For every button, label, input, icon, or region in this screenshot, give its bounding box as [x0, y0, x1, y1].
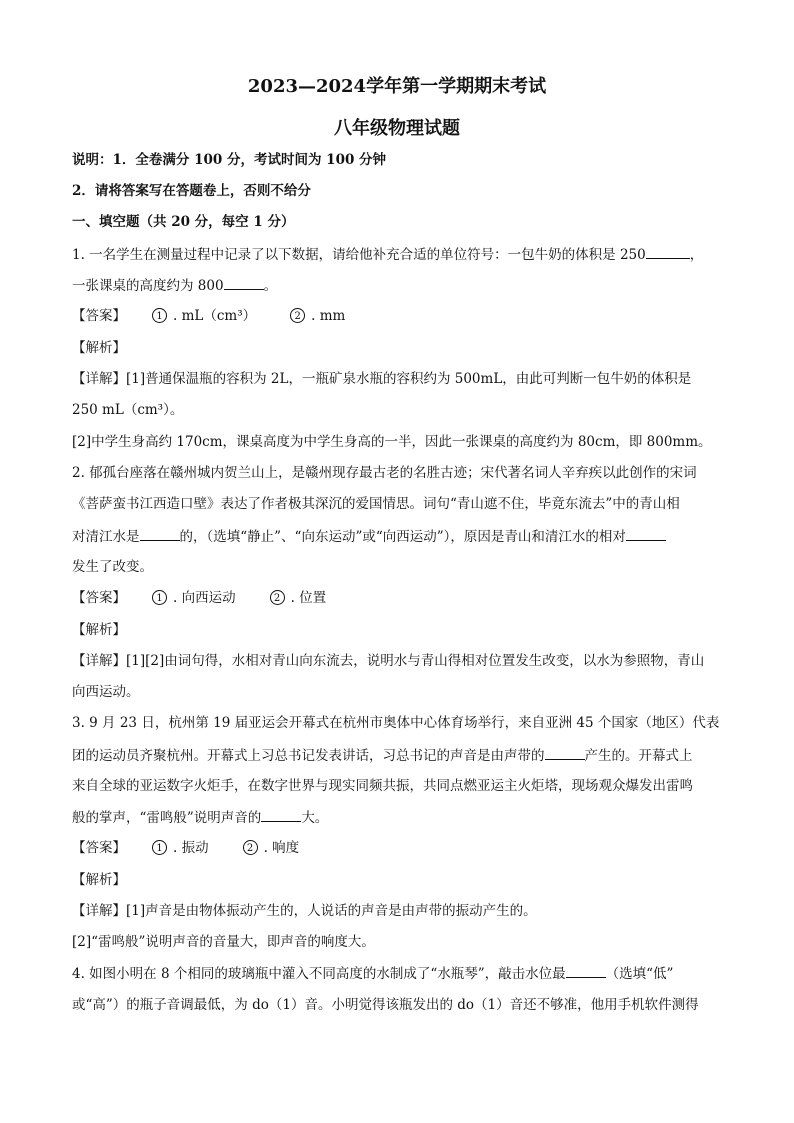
q1-detail-3: [2]中学生身高约 170cm，课桌高度为中学生身高的一半，因此一张课桌的高度约为 80cm，即 800mm。 — [72, 434, 712, 450]
q1-answer: 【答案】 1 . mL（cm³） 2 . mm — [72, 308, 346, 324]
circled-number: 1 — [152, 840, 167, 855]
q3-line-4: 般的掌声，“雷鸣般”说明声音的 大。 — [72, 807, 722, 828]
q3-blank-2 — [261, 807, 301, 822]
q2-line-3: 对清江水是 的，（选填“静止”、“向东运动”或“向西运动”），原因是青山和清江水的相对 — [72, 526, 722, 547]
q2-blank-2 — [626, 526, 666, 541]
q2-answer: 【答案】 1 . 向西运动 2 . 位置 — [72, 590, 327, 606]
q2-blank-1 — [140, 526, 180, 541]
q4-line-1: 4. 如图小明在 8 个相同的玻璃瓶中灌入不同高度的水制成了“水瓶琴”，敲击水位最 （选填“低” — [72, 963, 722, 984]
q1-blank-1 — [646, 244, 690, 259]
section-heading: 一、填空题（共 20 分，每空 1 分） — [72, 214, 295, 230]
circled-number: 1 — [152, 308, 167, 323]
q3-analysis-label: 【解析】 — [72, 872, 126, 888]
q2-line-4: 发生了改变。 — [72, 559, 153, 575]
q2-analysis-label: 【解析】 — [72, 622, 126, 638]
q3-answer: 【答案】 1 . 振动 2 . 响度 — [72, 840, 300, 856]
circled-number: 2 — [290, 308, 305, 323]
circled-number: 2 — [243, 840, 258, 855]
q1-analysis-label: 【解析】 — [72, 340, 126, 356]
q4-blank-1 — [566, 963, 606, 978]
q3-line-3: 来自全球的亚运数字火炬手，在数字世界与现实同频共振，共同点燃亚运主火炬塔，现场观众爆发出雷鸣 — [72, 778, 693, 794]
q3-detail-1: 【详解】[1]声音是由物体振动产生的，人说话的声音是由声带的振动产生的。 — [72, 903, 537, 919]
circled-number: 1 — [152, 590, 167, 605]
exam-title: 2023—2024学年第一学期期末考试 — [247, 76, 547, 97]
q1-line-2: 一张课桌的高度约为 800 。 — [72, 275, 722, 296]
q3-blank-1 — [545, 745, 585, 760]
q1-line-1: 1. 一名学生在测量过程中记录了以下数据，请给他补充合适的单位符号：一包牛奶的体积是 250 ， — [72, 244, 722, 265]
circled-number: 2 — [270, 590, 285, 605]
instruction-2: 2．请将答案写在答题卷上，否则不给分 — [72, 183, 311, 199]
q1-blank-2 — [224, 275, 264, 290]
q3-detail-2: [2]“雷鸣般”说明声音的音量大，即声音的响度大。 — [72, 934, 375, 950]
q4-line-2: 或“高”）的瓶子音调最低，为 do（1）音。小明觉得该瓶发出的 do（1）音还不够准，他用手机软件测得 — [72, 997, 699, 1013]
q2-detail-1: 【详解】[1][2]由词句得，水相对青山向东流去，说明水与青山得相对位置发生改变，以水为参照物，青山 — [72, 653, 705, 669]
q2-line-2: 《菩萨蛮书江西造口壁》表达了作者极其深沉的爱国情思。词句“青山遮不住，毕竟东流去”中的青山相 — [72, 496, 680, 512]
q3-line-1: 3. 9 月 23 日，杭州第 19 届亚运会开幕式在杭州市奥体中心体育场举行，来自亚洲 45 个国家（地区）代表 — [72, 715, 720, 731]
q1-detail-1: 【详解】[1]普通保温瓶的容积为 2L，一瓶矿泉水瓶的容积约为 500mL，由此可判断一包牛奶的体积是 — [72, 371, 692, 387]
q1-detail-2: 250 mL（cm³）。 — [72, 402, 184, 418]
q3-line-2: 团的运动员齐聚杭州。开幕式上习总书记发表讲话，习总书记的声音是由声带的 产生的。开幕式上 — [72, 745, 722, 766]
instruction-1: 说明：1．全卷满分 100 分，考试时间为 100 分钟 — [72, 152, 387, 168]
q2-detail-2: 向西运动。 — [72, 684, 140, 700]
exam-subtitle: 八年级物理试题 — [334, 118, 460, 139]
q2-line-1: 2. 郁孤台座落在赣州城内贺兰山上，是赣州现存最古老的名胜古迹；宋代著名词人辛弃疾以此创作的宋词 — [72, 465, 697, 481]
